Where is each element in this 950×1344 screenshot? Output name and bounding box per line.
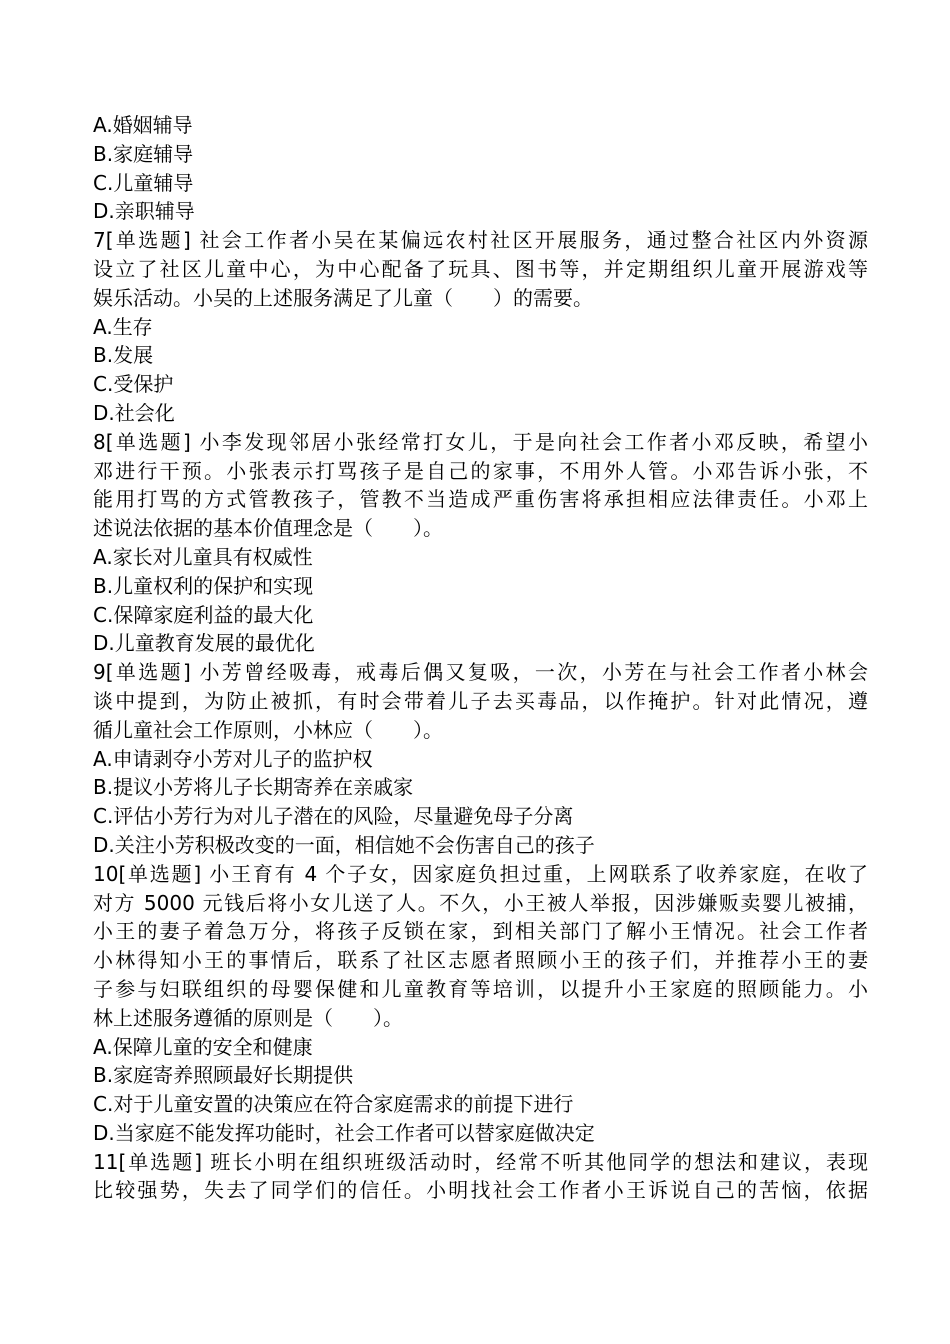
question-line: 娱乐活动。小吴的上述服务满足了儿童（ ）的需要。	[93, 285, 593, 310]
question-line: 11[单选题] 班长小明在组织班级活动时，经常不听其他同学的想法和建议，表现	[93, 1149, 868, 1174]
answer-option: A.婚姻辅导	[93, 113, 193, 137]
answer-option: A.申请剥夺小芳对儿子的监护权	[93, 746, 373, 771]
question-stem	[93, 658, 868, 744]
question-stem	[93, 1148, 868, 1206]
answer-option: C.评估小芳行为对儿子潜在的风险，尽量避免母子分离	[93, 804, 574, 829]
question-line: 子参与妇联组织的母婴保健和儿童教育等培训，以提升小王家庭的照顾能力。小	[93, 976, 868, 1001]
question-line: 设立了社区儿童中心，为中心配备了玩具、图书等，并定期组织儿童开展游戏等	[93, 256, 868, 281]
question-line: 比较强势，失去了同学们的信任。小明找社会工作者小王诉说自己的苦恼，依据	[93, 1178, 868, 1203]
question-line: 林上述服务遵循的原则是（ ）。	[93, 1005, 403, 1030]
answer-option: C.对于儿童安置的决策应在符合家庭需求的前提下进行	[93, 1092, 574, 1117]
question-line: 谈中提到，为防止被抓，有时会带着儿子去买毒品，以作掩护。针对此情况，遵	[93, 688, 868, 713]
answer-option: C.受保护	[93, 372, 174, 397]
question-line: 小王的妻子着急万分，将孩子反锁在家，到相关部门了解小王情况。社会工作者	[93, 919, 868, 944]
answer-option: A.家长对儿童具有权威性	[93, 544, 313, 569]
answer-option: D.关注小芳积极改变的一面，相信她不会伤害自己的孩子	[93, 832, 595, 857]
answer-option: B.提议小芳将儿子长期寄养在亲戚家	[93, 775, 414, 800]
question-line: 10[单选题] 小王育有 4 个子女，因家庭负担过重，上网联系了收养家庭，在收了	[93, 861, 868, 886]
answer-option: B.发展	[93, 343, 154, 368]
question-line: 能用打骂的方式管教孩子，管教不当造成严重伤害将承担相应法律责任。小邓上	[93, 487, 868, 512]
answer-option: B.家庭辅导	[93, 141, 194, 166]
answer-option: D.亲职辅导	[93, 199, 195, 224]
question-line: 对方 5000 元钱后将小女儿送了人。不久，小王被人举报，因涉嫌贩卖婴儿被捕，	[93, 890, 868, 915]
answer-option: B.家庭寄养照顾最好长期提供	[93, 1063, 354, 1088]
question-line: 邓进行干预。小张表示打骂孩子是自己的家事，不用外人管。小邓告诉小张，不	[93, 458, 868, 483]
answer-option: C.保障家庭利益的最大化	[93, 602, 314, 627]
answer-option: A.保障儿童的安全和健康	[93, 1034, 313, 1059]
answer-option: A.生存	[93, 314, 153, 339]
question-line: 8[单选题] 小李发现邻居小张经常打女儿，于是向社会工作者小邓反映，希望小	[93, 429, 868, 454]
answer-option: C.儿童辅导	[93, 170, 194, 195]
answer-option: B.儿童权利的保护和实现	[93, 573, 314, 598]
question-stem	[93, 428, 868, 543]
question-line: 小林得知小王的事情后，联系了社区志愿者照顾小王的孩子们，并推荐小王的妻	[93, 948, 868, 973]
question-line: 7[单选题] 社会工作者小吴在某偏远农村社区开展服务，通过整合社区内外资源	[93, 228, 868, 253]
answer-option: D.儿童教育发展的最优化	[93, 631, 315, 656]
question-line: 循儿童社会工作原则，小林应（ ）。	[93, 717, 443, 742]
question-line: 述说法依据的基本价值理念是（ ）。	[93, 516, 443, 541]
question-stem	[93, 860, 868, 1033]
answer-option: D.社会化	[93, 400, 175, 425]
document-page	[93, 111, 868, 1205]
question-stem	[93, 226, 868, 312]
question-line: 9[单选题] 小芳曾经吸毒，戒毒后偶又复吸，一次，小芳在与社会工作者小林会	[93, 660, 868, 685]
answer-option: D.当家庭不能发挥功能时，社会工作者可以替家庭做决定	[93, 1120, 595, 1145]
